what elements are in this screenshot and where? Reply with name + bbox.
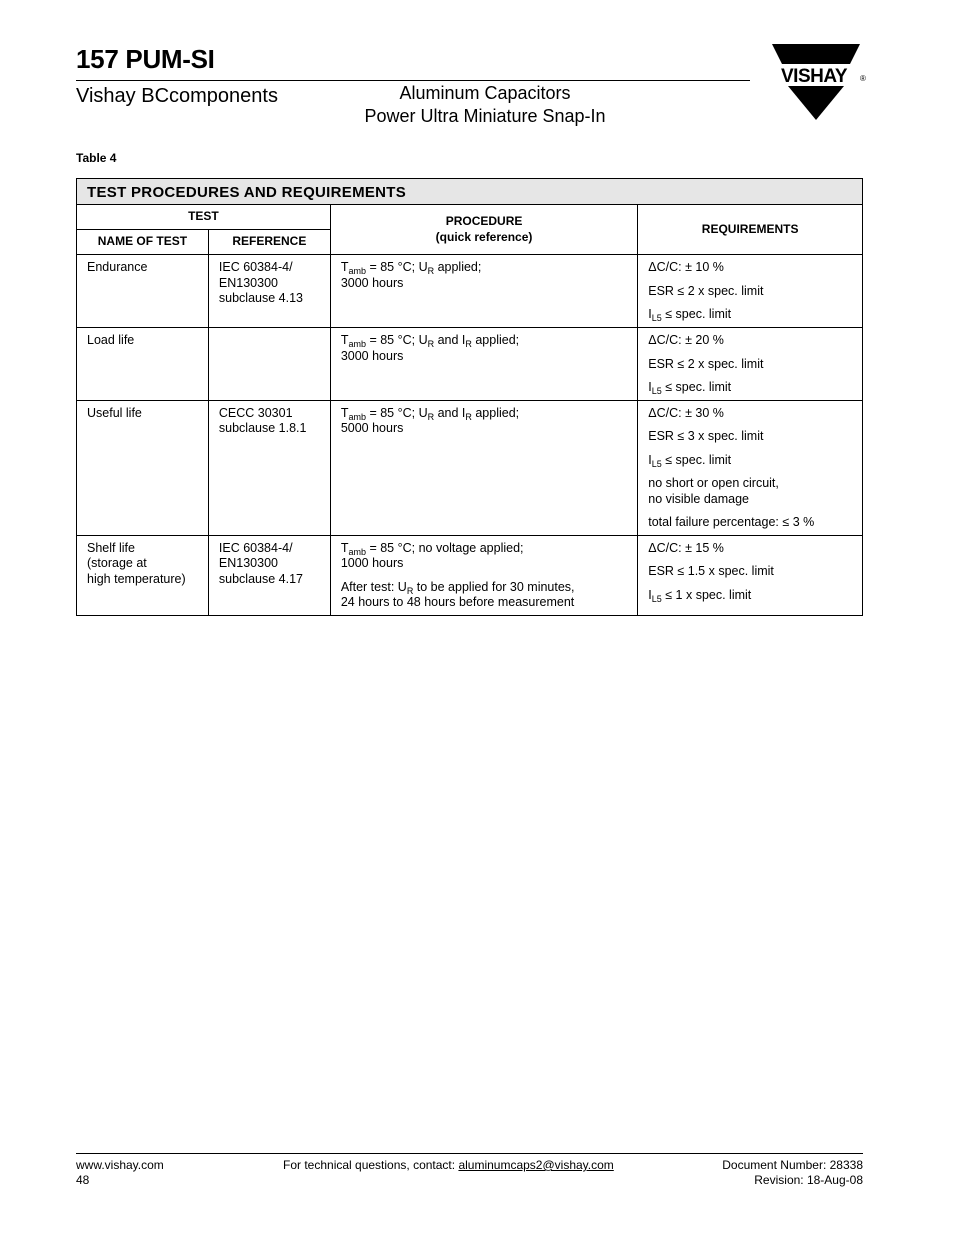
table-row bbox=[77, 535, 863, 615]
product-subtitle bbox=[340, 82, 630, 128]
footer-divider bbox=[76, 1153, 863, 1154]
procedure-cell: $T_{amb} = 85$ °C; $U_R$ and $I_R$ applied; 5000 hours bbox=[330, 400, 637, 535]
registered-mark: ® bbox=[860, 74, 866, 83]
document-number: Document Number: 28338 bbox=[722, 1158, 863, 1172]
table-title: TEST PROCEDURES AND REQUIREMENTS bbox=[77, 179, 863, 205]
page-number: 48 bbox=[76, 1173, 90, 1187]
reference-cell: IEC 60384-4/ EN130300 subclause 4.17 bbox=[208, 535, 330, 615]
procedure-cell: $T_{amb} = 85$ °C; no voltage applied; 1000 hours After test: $U_R$ to be applied for 30 minutes, 24 hours to 48 hours before measurement bbox=[330, 535, 637, 615]
table-row bbox=[77, 328, 863, 401]
logo-text: VISHAY bbox=[781, 66, 847, 87]
email-link[interactable]: aluminumcaps2@vishay.com bbox=[458, 1158, 614, 1172]
requirements-cell: ΔC/C: ± 10 % ESR ≤ 2 x spec. limit $I_{L5}$ ≤ spec. limit bbox=[638, 255, 863, 328]
table-label: Table 4 bbox=[76, 151, 117, 165]
header-name-of-test: NAME OF TEST bbox=[77, 230, 209, 255]
requirements-cell: ΔC/C: ± 15 % ESR ≤ 1.5 x spec. limit $I_{L5} \le 1$ x spec. limit bbox=[638, 535, 863, 615]
procedure-cell: $T_{amb} = 85$ °C; $U_R$ and $I_R$ applied; 3000 hours bbox=[330, 328, 637, 401]
revision-date: Revision: 18-Aug-08 bbox=[754, 1173, 863, 1187]
subtitle-line-2: Power Ultra Miniature Snap-In bbox=[364, 106, 606, 126]
vishay-logo-icon bbox=[766, 44, 866, 120]
header-requirements: REQUIREMENTS bbox=[638, 205, 863, 255]
company-name: Vishay BCcomponents bbox=[76, 85, 278, 107]
footer-right bbox=[722, 1158, 863, 1188]
reference-cell: IEC 60384-4/ EN130300 subclause 4.13 bbox=[208, 255, 330, 328]
footer-contact bbox=[283, 1158, 614, 1173]
reference-cell: CECC 30301 subclause 1.8.1 bbox=[208, 400, 330, 535]
header-divider bbox=[76, 80, 750, 81]
requirements-cell: ΔC/C: ± 30 % ESR ≤ 3 x spec. limit $I_{L5}$ ≤ spec. limit no short or open circuit, no visible damage total failure percentage: ≤ 3 % bbox=[638, 400, 863, 535]
test-name-cell: Useful life bbox=[77, 400, 209, 535]
table-row bbox=[77, 400, 863, 535]
table-row bbox=[77, 255, 863, 328]
website-link[interactable]: www.vishay.com bbox=[76, 1158, 164, 1172]
page-title: 157 PUM-SI bbox=[76, 44, 215, 74]
test-name-cell: Shelf life (storage at high temperature) bbox=[77, 535, 209, 615]
test-name-cell: Endurance bbox=[77, 255, 209, 328]
contact-prefix: For technical questions, contact: bbox=[283, 1158, 459, 1172]
header-procedure: PROCEDURE (quick reference) bbox=[330, 205, 637, 255]
test-name-cell: Load life bbox=[77, 328, 209, 401]
subtitle-line-1: Aluminum Capacitors bbox=[399, 83, 571, 103]
test-procedures-table bbox=[76, 178, 863, 616]
reference-cell bbox=[208, 328, 330, 401]
footer-left bbox=[76, 1158, 164, 1188]
procedure-cell: $T_{amb} = 85$ °C; $U_R$ applied; 3000 hours bbox=[330, 255, 637, 328]
header-reference: REFERENCE bbox=[208, 230, 330, 255]
header-test: TEST bbox=[77, 205, 331, 230]
requirements-cell: ΔC/C: ± 20 % ESR ≤ 2 x spec. limit $I_{L5}$ ≤ spec. limit bbox=[638, 328, 863, 401]
